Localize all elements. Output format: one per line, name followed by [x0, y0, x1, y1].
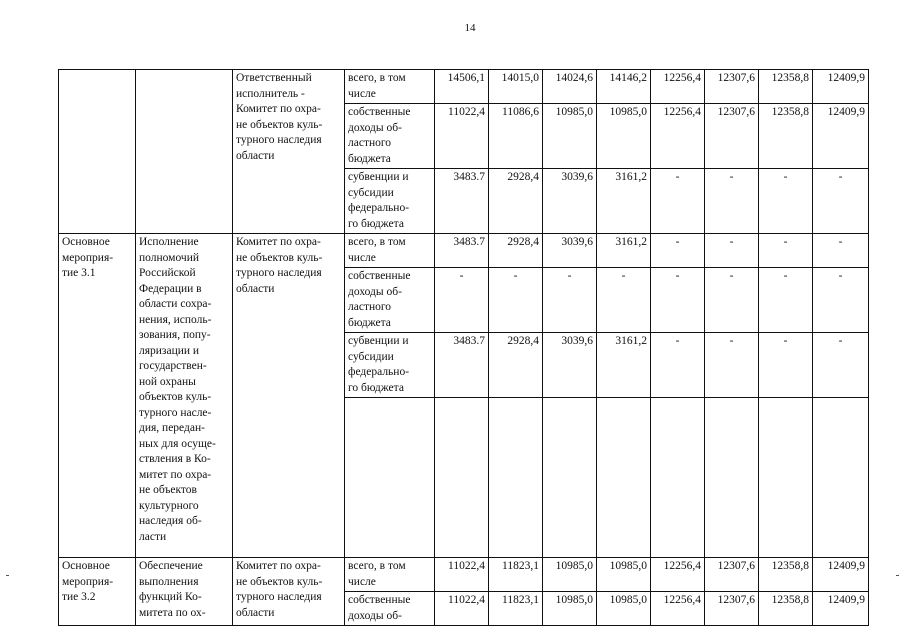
value-cell: - [759, 333, 813, 398]
value-cell: 12307,6 [705, 592, 759, 626]
funding-source-cell: субвенции и субсидии федерально- го бюджета [345, 169, 435, 234]
value-cell: - [597, 268, 651, 333]
value-cell: - [705, 333, 759, 398]
empty-cell [597, 398, 651, 558]
value-cell: 14015,0 [489, 70, 543, 104]
value-cell: 3039,6 [543, 333, 597, 398]
value-cell: 12358,8 [759, 592, 813, 626]
value-cell: 3039,6 [543, 234, 597, 268]
value-cell: 11086,6 [489, 104, 543, 169]
value-cell: 11823,1 [489, 592, 543, 626]
margin-mark [6, 575, 9, 576]
executor-cell: Ответственный исполнитель - Комитет по охра- не объектов куль- турного наследия области [233, 70, 345, 234]
value-cell: - [813, 333, 869, 398]
value-cell: 3483.7 [435, 234, 489, 268]
name-cell: Исполнение полномочий Российской Федерации в области сохра- нения, исполь- зования, попу- ляризации и государствен- ной охраны объектов куль- турного насле- дия, передан- ных для осуще- ствления в Ко- митет по охра- не объектов культурного наследия об- ласти [136, 234, 233, 558]
funding-source-cell: субвенции и субсидии федерально- го бюджета [345, 333, 435, 398]
value-cell: - [813, 268, 869, 333]
value-cell: 2928,4 [489, 234, 543, 268]
value-cell: 14024,6 [543, 70, 597, 104]
value-cell: 3161,2 [597, 234, 651, 268]
value-cell: 12409,9 [813, 104, 869, 169]
value-cell: 10985,0 [597, 558, 651, 592]
budget-table [58, 69, 869, 626]
value-cell: - [705, 234, 759, 268]
funding-source-cell: собственные доходы об- [345, 592, 435, 626]
margin-mark [896, 575, 899, 576]
value-cell: 12307,6 [705, 558, 759, 592]
value-cell: 11823,1 [489, 558, 543, 592]
value-cell: 11022,4 [435, 104, 489, 169]
value-cell: - [759, 169, 813, 234]
empty-cell [651, 398, 705, 558]
funding-source-cell: всего, в том числе [345, 558, 435, 592]
empty-cell [435, 398, 489, 558]
value-cell: 12409,9 [813, 70, 869, 104]
value-cell: - [759, 268, 813, 333]
name-cell: Обеспечение выполнения функций Ко- митета по ох- [136, 558, 233, 626]
value-cell: - [813, 234, 869, 268]
funding-source-cell: всего, в том числе [345, 70, 435, 104]
value-cell: 3161,2 [597, 333, 651, 398]
value-cell: - [543, 268, 597, 333]
value-cell: 12256,4 [651, 104, 705, 169]
value-cell: - [651, 234, 705, 268]
value-cell: - [813, 169, 869, 234]
value-cell: - [759, 234, 813, 268]
page-number: 14 [464, 22, 476, 34]
empty-cell [543, 398, 597, 558]
value-cell: 11022,4 [435, 558, 489, 592]
empty-cell [759, 398, 813, 558]
value-cell: - [435, 268, 489, 333]
value-cell: - [489, 268, 543, 333]
value-cell: - [651, 333, 705, 398]
table-row [59, 234, 869, 268]
value-cell: 12409,9 [813, 592, 869, 626]
funding-source-cell: собственные доходы об- ластного бюджета [345, 104, 435, 169]
value-cell: - [705, 169, 759, 234]
value-cell: 12307,6 [705, 70, 759, 104]
value-cell: 12358,8 [759, 70, 813, 104]
funding-source-cell: всего, в том числе [345, 234, 435, 268]
empty-cell [813, 398, 869, 558]
value-cell: 12307,6 [705, 104, 759, 169]
name-cell [136, 70, 233, 234]
value-cell: 14146,2 [597, 70, 651, 104]
empty-cell [705, 398, 759, 558]
value-cell: 12256,4 [651, 558, 705, 592]
value-cell: 12409,9 [813, 558, 869, 592]
value-cell: 10985,0 [597, 592, 651, 626]
value-cell: 3483.7 [435, 169, 489, 234]
value-cell: 12358,8 [759, 104, 813, 169]
value-cell: - [651, 169, 705, 234]
value-cell: - [705, 268, 759, 333]
status-cell: Основное мероприя- тие 3.2 [59, 558, 136, 626]
value-cell: 12256,4 [651, 70, 705, 104]
executor-cell: Комитет по охра- не объектов куль- турного наследия области [233, 234, 345, 558]
value-cell: 10985,0 [597, 104, 651, 169]
table-row [59, 70, 869, 104]
value-cell: 3483.7 [435, 333, 489, 398]
funding-source-cell: собственные доходы об- ластного бюджета [345, 268, 435, 333]
value-cell: 3039,6 [543, 169, 597, 234]
table-row [59, 558, 869, 592]
empty-cell [489, 398, 543, 558]
value-cell: 10985,0 [543, 104, 597, 169]
value-cell: 10985,0 [543, 558, 597, 592]
value-cell: - [651, 268, 705, 333]
status-cell [59, 70, 136, 234]
empty-cell [345, 398, 435, 558]
value-cell: 11022,4 [435, 592, 489, 626]
value-cell: 3161,2 [597, 169, 651, 234]
status-cell: Основное мероприя- тие 3.1 [59, 234, 136, 558]
value-cell: 12256,4 [651, 592, 705, 626]
value-cell: 14506,1 [435, 70, 489, 104]
value-cell: 10985,0 [543, 592, 597, 626]
value-cell: 2928,4 [489, 169, 543, 234]
value-cell: 2928,4 [489, 333, 543, 398]
executor-cell: Комитет по охра- не объектов куль- турного наследия области [233, 558, 345, 626]
value-cell: 12358,8 [759, 558, 813, 592]
